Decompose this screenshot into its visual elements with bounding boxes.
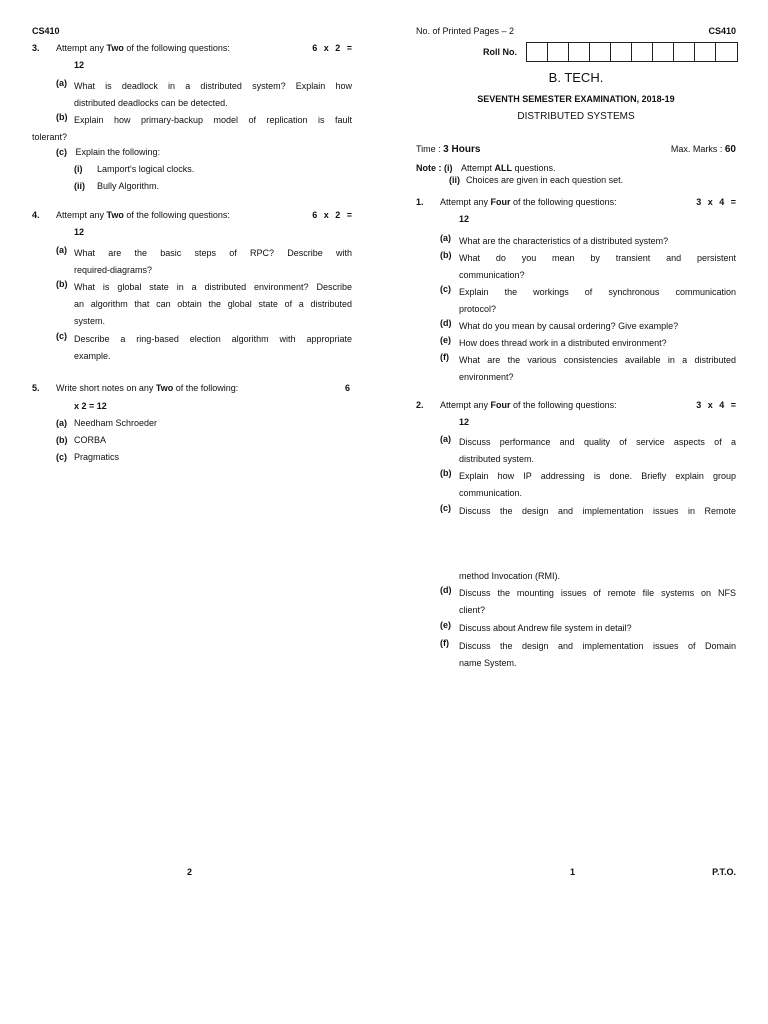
time-allowed: Time : 3 Hours: [416, 144, 481, 155]
question-1f: (f) What are the various consistencies available in a distributed environment?: [440, 352, 736, 382]
question-5a: (a) Needham Schroeder: [56, 418, 158, 428]
question-2b: (b) Explain how IP addressing is done. Briefly explain group communication.: [440, 468, 736, 498]
question-intro: Attempt any Four of the following questions:: [440, 400, 617, 410]
roll-number-cell[interactable]: [611, 43, 632, 61]
roll-number-cell[interactable]: [716, 43, 737, 61]
question-intro: Write short notes on any Two of the following:: [56, 383, 239, 393]
question-marks-total: 12: [74, 60, 85, 70]
question-intro: Attempt any Two of the following questions:: [56, 210, 230, 220]
question-5b: (b) CORBA: [56, 435, 107, 445]
roll-number-cell[interactable]: [548, 43, 569, 61]
question-intro: Attempt any Four of the following questions:: [440, 197, 617, 207]
question-marks: 3 x 4 =: [696, 400, 736, 410]
question-4c: (c) Describe a ring-based election algorithm with appropriate example.: [56, 331, 352, 361]
roll-number-cell[interactable]: [674, 43, 695, 61]
note-ii: (ii) Choices are given in each question set.: [449, 175, 624, 185]
roll-number-cell[interactable]: [695, 43, 716, 61]
question-marks: 6 x 2 =: [312, 210, 352, 220]
question-marks: 6 x 2 =: [312, 43, 352, 53]
question-number: 5.: [32, 383, 40, 393]
question-4b: (b) What is global state in a distributed environment? Describe an algorithm that can obtain the global state of a distributed system.: [56, 279, 352, 326]
degree-title: B. TECH.: [548, 70, 604, 85]
pto-label: P.T.O.: [712, 867, 736, 877]
question-number: 2.: [416, 400, 424, 410]
question-5c: (c) Pragmatics: [56, 452, 120, 462]
question-number: 3.: [32, 43, 40, 53]
course-code-right: CS410: [708, 26, 736, 36]
roll-number-cell[interactable]: [527, 43, 548, 61]
question-3c-i: (i) Lamport's logical clocks.: [74, 164, 195, 174]
question-3c-ii: (ii) Bully Algorithm.: [74, 181, 160, 191]
question-number: 1.: [416, 197, 424, 207]
question-marks-total: 12: [459, 214, 470, 224]
question-1a: (a) What are the characteristics of a distributed system?: [440, 233, 669, 246]
roll-number-cell[interactable]: [590, 43, 611, 61]
question-2a: (a) Discuss performance and quality of service aspects of a distributed system.: [440, 434, 736, 464]
exam-title: SEVENTH SEMESTER EXAMINATION, 2018-19: [477, 94, 675, 104]
question-1e: (e) How does thread work in a distributed environment?: [440, 335, 667, 348]
page-number-left: 2: [187, 867, 193, 877]
question-number: 4.: [32, 210, 40, 220]
question-3c: (c) Explain the following:: [56, 147, 161, 157]
question-3b: (b) Explain how primary-backup model of replication is fault: [56, 112, 352, 125]
question-2d: (d) Discuss the mounting issues of remote file systems on NFS client?: [440, 585, 736, 615]
question-marks: 6: [344, 383, 350, 393]
question-3a: (a) What is deadlock in a distributed system? Explain how distributed deadlocks can be detected.: [56, 78, 352, 108]
subject-title: DISTRIBUTED SYSTEMS: [517, 111, 635, 122]
question-3b-cont: tolerant?: [32, 132, 68, 142]
question-2c: (c) Discuss the design and implementation issues in Remote: [440, 503, 736, 516]
roll-number-cell[interactable]: [632, 43, 653, 61]
roll-number-cell[interactable]: [653, 43, 674, 61]
max-marks: Max. Marks : 60: [670, 144, 736, 155]
question-marks: 3 x 4 =: [696, 197, 736, 207]
question-1c: (c) Explain the workings of synchronous communication protocol?: [440, 284, 736, 314]
question-2e: (e) Discuss about Andrew file system in detail?: [440, 620, 632, 633]
question-4a: (a) What are the basic steps of RPC? Describe with required-diagrams?: [56, 245, 352, 275]
roll-no-label: Roll No.: [483, 47, 517, 57]
roll-number-boxes[interactable]: [526, 42, 738, 62]
question-2f: (f) Discuss the design and implementation issues of Domain name System.: [440, 638, 736, 668]
question-1b: (b) What do you mean by transient and persistent communication?: [440, 250, 736, 280]
question-1d: (d) What do you mean by causal ordering? Give example?: [440, 318, 679, 331]
question-marks-total: x 2 = 12: [74, 401, 107, 411]
page-number-right: 1: [570, 867, 576, 877]
question-marks-total: 12: [74, 227, 85, 237]
roll-number-cell[interactable]: [569, 43, 590, 61]
question-marks-total: 12: [459, 417, 470, 427]
question-2c-cont: method Invocation (RMI).: [459, 571, 561, 581]
question-intro: Attempt any Two of the following questions:: [56, 43, 230, 53]
note: Note : (i) Attempt ALL questions.: [416, 163, 556, 173]
course-code-left: CS410: [32, 26, 60, 36]
printed-pages: No. of Printed Pages – 2: [416, 26, 515, 36]
